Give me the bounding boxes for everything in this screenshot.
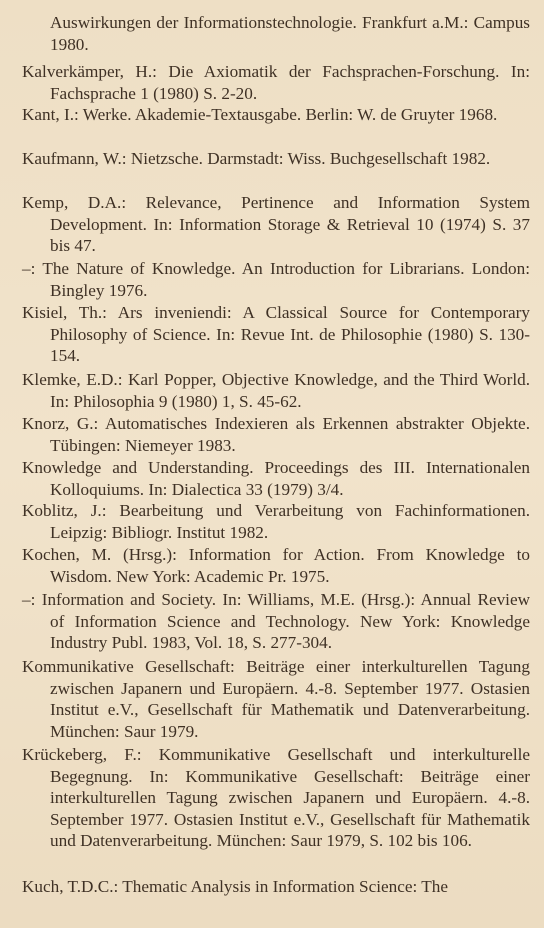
bibliography-entry: Kalverkämper, H.: Die Axiomatik der Fachsprachen-Forschung. In: Fachsprache 1 (1980) S. 2-20. [22,62,530,103]
bibliography-entry: –: The Nature of Knowledge. An Introduction for Librarians. London: Bingley 1976. [22,259,530,300]
bibliography-entry: Kaufmann, W.: Nietzsche. Darmstadt: Wiss. Buchgesellschaft 1982. [22,149,491,168]
bibliography-entry: Kochen, M. (Hrsg.): Information for Action. From Knowledge to Wisdom. New York: Academic Pr. 1975. [22,545,530,586]
bibliography-entry: Klemke, E.D.: Karl Popper, Objective Knowledge, and the Third World. In: Philosophia 9 (1980) 1, S. 45-62. [22,370,530,411]
bibliography-entry: Kant, I.: Werke. Akademie-Textausgabe. Berlin: W. de Gruyter 1968. [22,105,498,124]
bibliography-entry: Kommunikative Gesellschaft: Beiträge einer interkulturellen Tagung zwischen Japanern und Europäern. 4.-8. September 1977. Ostasien Institut e.V., Gesellschaft für Mathematik und Datenverarbeitung. München: Saur 1979. [22,657,530,741]
bibliography-entry: Kuch, T.D.C.: Thematic Analysis in Information Science: The [22,877,448,896]
bibliography-entry: Krückeberg, F.: Kommunikative Gesellschaft und interkulturelle Begegnung. In: Kommunikative Gesellschaft: Beiträge einer interkulturellen Tagung zwischen Japanern und Europäern. 4.-8. September 1977. Ostasien Institut e.V., Gesellschaft für Mathematik und Datenverarbeitung. München: Saur 1979, S. 102 bis 106. [22,745,530,851]
bibliography-entry: Koblitz, J.: Bearbeitung und Verarbeitung von Fachinformationen. Leipzig: Bibliogr. Institut 1982. [22,501,530,542]
bibliography-entry: –: Information and Society. In: Williams, M.E. (Hrsg.): Annual Review of Information Science and Technology. New York: Knowledge Industry Publ. 1983, Vol. 18, S. 277-304. [22,590,530,653]
bibliography-entry: Kemp, D.A.: Relevance, Pertinence and Information System Development. In: Information Storage & Retrieval 10 (1974) S. 37 bis 47. [22,193,530,256]
bibliography-entry: Knowledge and Understanding. Proceedings des III. Internationalen Kolloquiums. In: Dialectica 33 (1979) 3/4. [22,458,530,499]
bibliography-entry: Knorz, G.: Automatisches Indexieren als Erkennen abstrakter Objekte. Tübingen: Niemeyer 1983. [22,414,530,455]
bibliography-entry: Kisiel, Th.: Ars inveniendi: A Classical Source for Contemporary Philosophy of Science. In: Revue Int. de Philosophie (1980) S. 130-154. [22,303,530,366]
bibliography-entry-continued: Auswirkungen der Informationstechnologie. Frankfurt a.M.: Campus 1980. [50,13,530,54]
